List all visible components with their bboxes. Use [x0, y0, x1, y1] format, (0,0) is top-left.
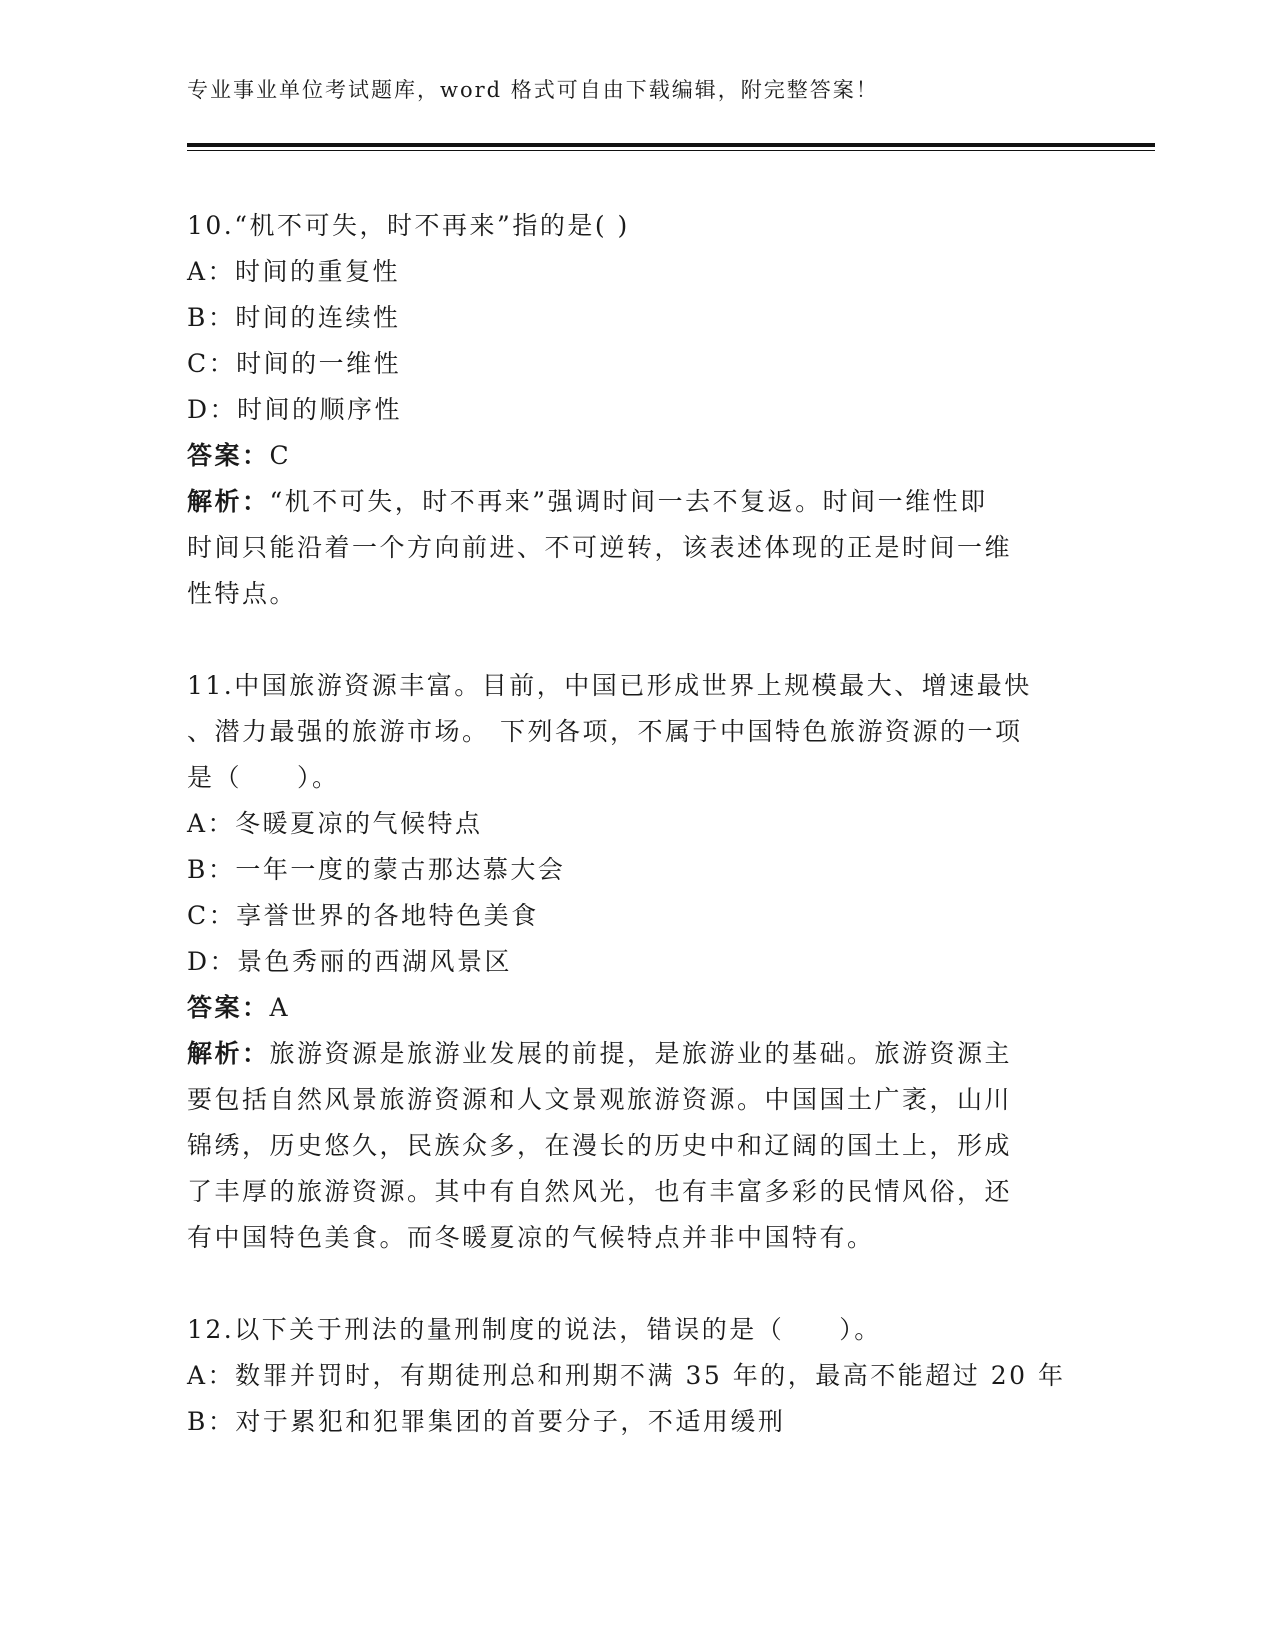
- option-d: D：时间的顺序性: [187, 395, 403, 424]
- analysis-label: 解析：: [187, 1039, 270, 1068]
- analysis-text: 有中国特色美食。而冬暖夏凉的气候特点并非中国特有。: [187, 1223, 875, 1252]
- option-a: A：时间的重复性: [187, 257, 401, 286]
- analysis-line: [187, 1031, 1087, 1077]
- analysis-text: 锦绣，历史悠久，民族众多，在漫长的历史中和辽阔的国土上，形成: [187, 1131, 1013, 1160]
- question-stem: 10.“机不可失，时不再来”指的是( ): [187, 211, 630, 240]
- answer-value: A: [269, 993, 291, 1022]
- analysis-text: 性特点。: [187, 579, 298, 608]
- answer-label: 答案：: [187, 441, 270, 470]
- page-header: 专业事业单位考试题库，word 格式可自由下载编辑，附完整答案！: [187, 78, 879, 102]
- question-stem: 11.中国旅游资源丰富。目前，中国已形成世界上规模最大、增速最快: [187, 671, 1032, 700]
- answer-value: C: [269, 441, 292, 470]
- spacer: [187, 617, 1087, 663]
- analysis-label: 解析：: [187, 487, 270, 516]
- question-stem: 12.以下关于刑法的量刑制度的说法，错误的是（ ）。: [187, 1315, 882, 1344]
- question-content: [187, 203, 1087, 1445]
- option-b: B：时间的连续性: [187, 303, 401, 332]
- header-rule-thin: [187, 150, 1155, 151]
- analysis-text: 要包括自然风景旅游资源和人文景观旅游资源。中国国土广袤，山川: [187, 1085, 1013, 1114]
- option-c: C：享誉世界的各地特色美食: [187, 901, 539, 930]
- analysis-text: 了丰厚的旅游资源。其中有自然风光，也有丰富多彩的民情风俗，还: [187, 1177, 1013, 1206]
- analysis-text: 时间只能沿着一个方向前进、不可逆转，该表述体现的正是时间一维: [187, 533, 1013, 562]
- analysis-line: [187, 479, 1087, 525]
- question-10: [187, 203, 1087, 617]
- answer-label: 答案：: [187, 993, 270, 1022]
- analysis-text: 旅游资源是旅游业发展的前提，是旅游业的基础。旅游资源主: [269, 1039, 1013, 1068]
- option-c: C：时间的一维性: [187, 349, 402, 378]
- spacer: [187, 1261, 1087, 1307]
- question-11: [187, 663, 1087, 1261]
- question-stem: 、潜力最强的旅游市场。 下列各项，不属于中国特色旅游资源的一项: [187, 717, 1023, 746]
- option-d: D：景色秀丽的西湖风景区: [187, 947, 513, 976]
- option-b: B：对于累犯和犯罪集团的首要分子，不适用缓刑: [187, 1407, 786, 1436]
- option-b: B：一年一度的蒙古那达慕大会: [187, 855, 566, 884]
- answer-line: [187, 433, 1087, 479]
- header-rule-thick: [187, 143, 1155, 147]
- question-stem: 是（ ）。: [187, 763, 340, 792]
- option-a: A：冬暖夏凉的气候特点: [187, 809, 483, 838]
- option-a: A：数罪并罚时，有期徒刑总和刑期不满 35 年的，最高不能超过 20 年: [187, 1361, 1066, 1390]
- question-12: [187, 1307, 1087, 1445]
- answer-line: [187, 985, 1087, 1031]
- analysis-text: “机不可失，时不再来”强调时间一去不复返。时间一维性即: [269, 487, 988, 516]
